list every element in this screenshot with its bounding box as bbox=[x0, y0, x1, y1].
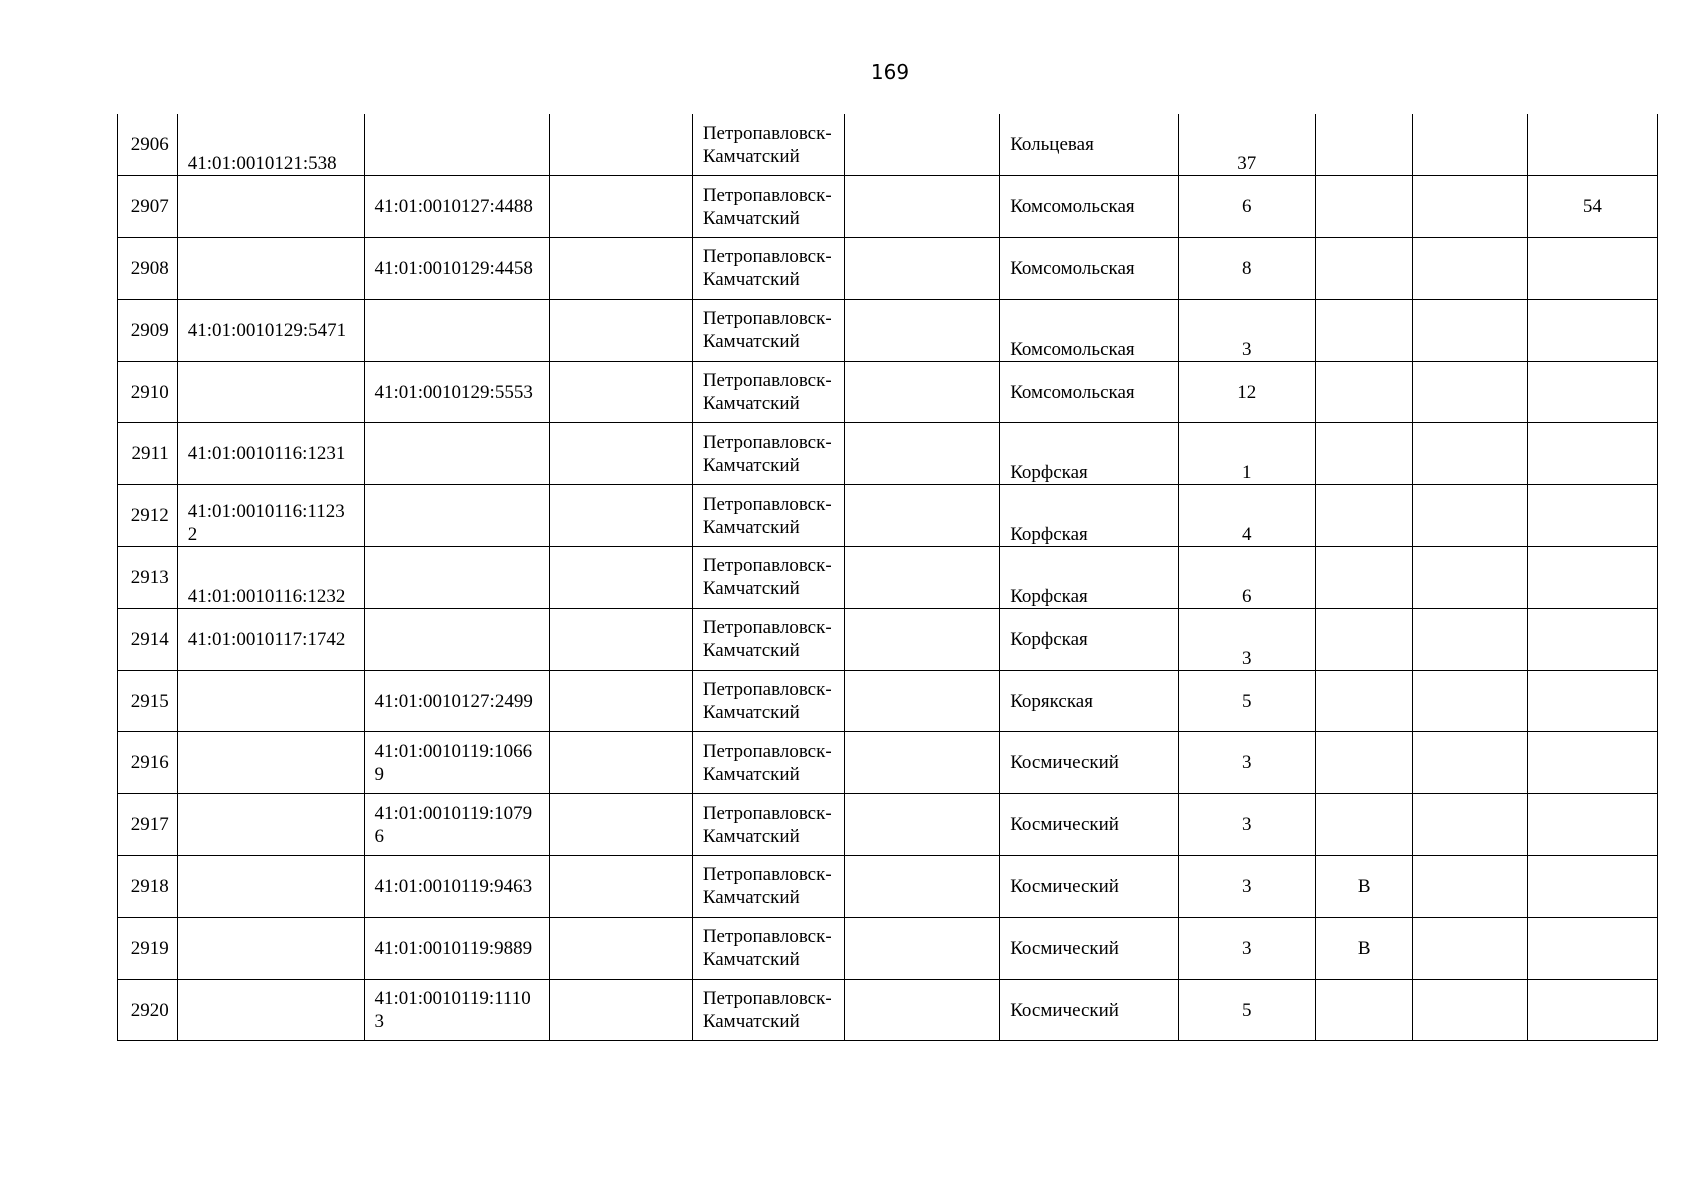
cadastral-number-cell bbox=[177, 917, 364, 979]
street-cell: Корфская bbox=[1000, 547, 1178, 609]
house-number-cell: 37 bbox=[1178, 114, 1315, 176]
cadastral-number-cell bbox=[177, 856, 364, 918]
empty-cell bbox=[844, 238, 999, 300]
table-row bbox=[118, 114, 1658, 176]
apartment-cell bbox=[1527, 979, 1657, 1041]
apartment-cell bbox=[1527, 856, 1657, 918]
empty-cell bbox=[1413, 299, 1527, 361]
row-number-cell: 2908 bbox=[118, 238, 178, 300]
city-cell: Петропавловск-Камчатский bbox=[692, 979, 844, 1041]
row-number-cell: 2919 bbox=[118, 917, 178, 979]
row-number-cell: 2911 bbox=[118, 423, 178, 485]
street-cell: Корфская bbox=[1000, 485, 1178, 547]
table-row bbox=[118, 794, 1658, 856]
house-letter-cell bbox=[1315, 608, 1413, 670]
table-row bbox=[118, 979, 1658, 1041]
empty-cell bbox=[550, 547, 693, 609]
empty-cell bbox=[550, 485, 693, 547]
house-letter-cell: В bbox=[1315, 917, 1413, 979]
row-number-cell: 2910 bbox=[118, 361, 178, 423]
house-letter-cell bbox=[1315, 485, 1413, 547]
apartment-cell bbox=[1527, 238, 1657, 300]
table-row bbox=[118, 299, 1658, 361]
city-cell: Петропавловск-Камчатский bbox=[692, 794, 844, 856]
house-number-cell: 12 bbox=[1178, 361, 1315, 423]
house-number-cell: 3 bbox=[1178, 856, 1315, 918]
house-letter-cell bbox=[1315, 547, 1413, 609]
apartment-cell bbox=[1527, 423, 1657, 485]
apartment-cell bbox=[1527, 361, 1657, 423]
house-number-cell: 5 bbox=[1178, 670, 1315, 732]
cadastral-number-alt-cell bbox=[364, 299, 550, 361]
empty-cell bbox=[844, 299, 999, 361]
house-number-cell: 3 bbox=[1178, 732, 1315, 794]
table-row bbox=[118, 732, 1658, 794]
cadastral-number-alt-cell: 41:01:0010127:4488 bbox=[364, 176, 550, 238]
city-cell: Петропавловск-Камчатский bbox=[692, 361, 844, 423]
apartment-cell bbox=[1527, 732, 1657, 794]
street-cell: Космический bbox=[1000, 856, 1178, 918]
city-cell: Петропавловск-Камчатский bbox=[692, 114, 844, 176]
empty-cell bbox=[550, 608, 693, 670]
house-letter-cell bbox=[1315, 423, 1413, 485]
street-cell: Корфская bbox=[1000, 608, 1178, 670]
empty-cell bbox=[550, 238, 693, 300]
row-number-cell: 2918 bbox=[118, 856, 178, 918]
street-cell: Комсомольская bbox=[1000, 176, 1178, 238]
street-cell: Космический bbox=[1000, 917, 1178, 979]
row-number-cell: 2916 bbox=[118, 732, 178, 794]
cadastral-number-cell: 41:01:0010116:11232 bbox=[177, 485, 364, 547]
row-number-cell: 2909 bbox=[118, 299, 178, 361]
house-number-cell: 8 bbox=[1178, 238, 1315, 300]
empty-cell bbox=[550, 176, 693, 238]
row-number-cell: 2906 bbox=[118, 114, 178, 176]
cadastral-number-cell: 41:01:0010121:538 bbox=[177, 114, 364, 176]
empty-cell bbox=[1413, 794, 1527, 856]
table-row bbox=[118, 485, 1658, 547]
cadastral-number-cell: 41:01:0010117:1742 bbox=[177, 608, 364, 670]
house-number-cell: 3 bbox=[1178, 299, 1315, 361]
city-cell: Петропавловск-Камчатский bbox=[692, 917, 844, 979]
table-row bbox=[118, 547, 1658, 609]
table-row bbox=[118, 361, 1658, 423]
house-letter-cell bbox=[1315, 176, 1413, 238]
empty-cell bbox=[550, 732, 693, 794]
house-letter-cell bbox=[1315, 299, 1413, 361]
apartment-cell bbox=[1527, 114, 1657, 176]
house-number-cell: 6 bbox=[1178, 176, 1315, 238]
house-number-cell: 1 bbox=[1178, 423, 1315, 485]
house-letter-cell: В bbox=[1315, 856, 1413, 918]
cadastral-number-alt-cell: 41:01:0010119:10796 bbox=[364, 794, 550, 856]
empty-cell bbox=[844, 917, 999, 979]
street-cell: Космический bbox=[1000, 979, 1178, 1041]
cadastral-number-cell bbox=[177, 670, 364, 732]
street-cell: Корфская bbox=[1000, 423, 1178, 485]
table-row bbox=[118, 238, 1658, 300]
empty-cell bbox=[844, 979, 999, 1041]
row-number-cell: 2912 bbox=[118, 485, 178, 547]
row-number-cell: 2915 bbox=[118, 670, 178, 732]
city-cell: Петропавловск-Камчатский bbox=[692, 238, 844, 300]
apartment-cell bbox=[1527, 608, 1657, 670]
apartment-cell bbox=[1527, 917, 1657, 979]
cadastral-number-cell bbox=[177, 794, 364, 856]
street-cell: Космический bbox=[1000, 732, 1178, 794]
empty-cell bbox=[844, 361, 999, 423]
cadastral-number-cell bbox=[177, 361, 364, 423]
cadastral-number-alt-cell bbox=[364, 423, 550, 485]
empty-cell bbox=[1413, 176, 1527, 238]
street-cell: Комсомольская bbox=[1000, 361, 1178, 423]
row-number-cell: 2914 bbox=[118, 608, 178, 670]
table-row bbox=[118, 608, 1658, 670]
apartment-cell bbox=[1527, 299, 1657, 361]
empty-cell bbox=[1413, 361, 1527, 423]
house-letter-cell bbox=[1315, 794, 1413, 856]
street-cell: Комсомольская bbox=[1000, 238, 1178, 300]
cadastral-number-alt-cell bbox=[364, 114, 550, 176]
street-cell: Комсомольская bbox=[1000, 299, 1178, 361]
empty-cell bbox=[1413, 608, 1527, 670]
row-number-cell: 2917 bbox=[118, 794, 178, 856]
city-cell: Петропавловск-Камчатский bbox=[692, 856, 844, 918]
city-cell: Петропавловск-Камчатский bbox=[692, 732, 844, 794]
row-number-cell: 2920 bbox=[118, 979, 178, 1041]
apartment-cell bbox=[1527, 547, 1657, 609]
city-cell: Петропавловск-Камчатский bbox=[692, 423, 844, 485]
house-number-cell: 3 bbox=[1178, 917, 1315, 979]
house-letter-cell bbox=[1315, 238, 1413, 300]
page-number: 169 bbox=[870, 60, 910, 84]
empty-cell bbox=[844, 732, 999, 794]
house-letter-cell bbox=[1315, 361, 1413, 423]
table-row bbox=[118, 176, 1658, 238]
cadastral-number-alt-cell: 41:01:0010129:4458 bbox=[364, 238, 550, 300]
empty-cell bbox=[550, 856, 693, 918]
house-letter-cell bbox=[1315, 114, 1413, 176]
table-row bbox=[118, 856, 1658, 918]
cadastral-number-cell: 41:01:0010129:5471 bbox=[177, 299, 364, 361]
city-cell: Петропавловск-Камчатский bbox=[692, 299, 844, 361]
apartment-cell bbox=[1527, 794, 1657, 856]
cadastral-number-alt-cell: 41:01:0010119:9463 bbox=[364, 856, 550, 918]
empty-cell bbox=[844, 608, 999, 670]
cadastral-number-cell bbox=[177, 176, 364, 238]
city-cell: Петропавловск-Камчатский bbox=[692, 670, 844, 732]
empty-cell bbox=[1413, 423, 1527, 485]
cadastral-number-cell bbox=[177, 238, 364, 300]
empty-cell bbox=[1413, 547, 1527, 609]
empty-cell bbox=[844, 423, 999, 485]
empty-cell bbox=[1413, 979, 1527, 1041]
city-cell: Петропавловск-Камчатский bbox=[692, 608, 844, 670]
cadastral-number-alt-cell: 41:01:0010129:5553 bbox=[364, 361, 550, 423]
street-cell: Кольцевая bbox=[1000, 114, 1178, 176]
empty-cell bbox=[1413, 670, 1527, 732]
cadastral-number-cell bbox=[177, 732, 364, 794]
house-letter-cell bbox=[1315, 670, 1413, 732]
house-number-cell: 6 bbox=[1178, 547, 1315, 609]
cadastral-number-alt-cell: 41:01:0010127:2499 bbox=[364, 670, 550, 732]
empty-cell bbox=[844, 856, 999, 918]
apartment-cell bbox=[1527, 485, 1657, 547]
city-cell: Петропавловск-Камчатский bbox=[692, 485, 844, 547]
cadastral-number-alt-cell: 41:01:0010119:11103 bbox=[364, 979, 550, 1041]
cadastral-number-alt-cell: 41:01:0010119:10669 bbox=[364, 732, 550, 794]
cadastral-number-alt-cell bbox=[364, 608, 550, 670]
house-number-cell: 5 bbox=[1178, 979, 1315, 1041]
empty-cell bbox=[550, 423, 693, 485]
empty-cell bbox=[550, 361, 693, 423]
row-number-cell: 2907 bbox=[118, 176, 178, 238]
street-cell: Корякская bbox=[1000, 670, 1178, 732]
city-cell: Петропавловск-Камчатский bbox=[692, 547, 844, 609]
house-number-cell: 4 bbox=[1178, 485, 1315, 547]
address-registry-table bbox=[117, 114, 1658, 1041]
row-number-cell: 2913 bbox=[118, 547, 178, 609]
table-row bbox=[118, 670, 1658, 732]
empty-cell bbox=[550, 917, 693, 979]
empty-cell bbox=[1413, 917, 1527, 979]
empty-cell bbox=[844, 176, 999, 238]
cadastral-number-alt-cell: 41:01:0010119:9889 bbox=[364, 917, 550, 979]
registry-body bbox=[118, 114, 1658, 1041]
empty-cell bbox=[550, 979, 693, 1041]
cadastral-number-cell: 41:01:0010116:1232 bbox=[177, 547, 364, 609]
cadastral-number-alt-cell bbox=[364, 485, 550, 547]
empty-cell bbox=[844, 114, 999, 176]
empty-cell bbox=[550, 670, 693, 732]
empty-cell bbox=[550, 299, 693, 361]
empty-cell bbox=[844, 794, 999, 856]
empty-cell bbox=[550, 114, 693, 176]
empty-cell bbox=[844, 670, 999, 732]
empty-cell bbox=[1413, 485, 1527, 547]
empty-cell bbox=[844, 547, 999, 609]
house-number-cell: 3 bbox=[1178, 794, 1315, 856]
street-cell: Космический bbox=[1000, 794, 1178, 856]
empty-cell bbox=[1413, 238, 1527, 300]
apartment-cell: 54 bbox=[1527, 176, 1657, 238]
house-letter-cell bbox=[1315, 979, 1413, 1041]
empty-cell bbox=[844, 485, 999, 547]
cadastral-number-cell: 41:01:0010116:1231 bbox=[177, 423, 364, 485]
table-row bbox=[118, 423, 1658, 485]
empty-cell bbox=[1413, 114, 1527, 176]
house-letter-cell bbox=[1315, 732, 1413, 794]
empty-cell bbox=[1413, 856, 1527, 918]
apartment-cell bbox=[1527, 670, 1657, 732]
city-cell: Петропавловск-Камчатский bbox=[692, 176, 844, 238]
table-row bbox=[118, 917, 1658, 979]
cadastral-number-alt-cell bbox=[364, 547, 550, 609]
cadastral-number-cell bbox=[177, 979, 364, 1041]
house-number-cell: 3 bbox=[1178, 608, 1315, 670]
empty-cell bbox=[1413, 732, 1527, 794]
empty-cell bbox=[550, 794, 693, 856]
